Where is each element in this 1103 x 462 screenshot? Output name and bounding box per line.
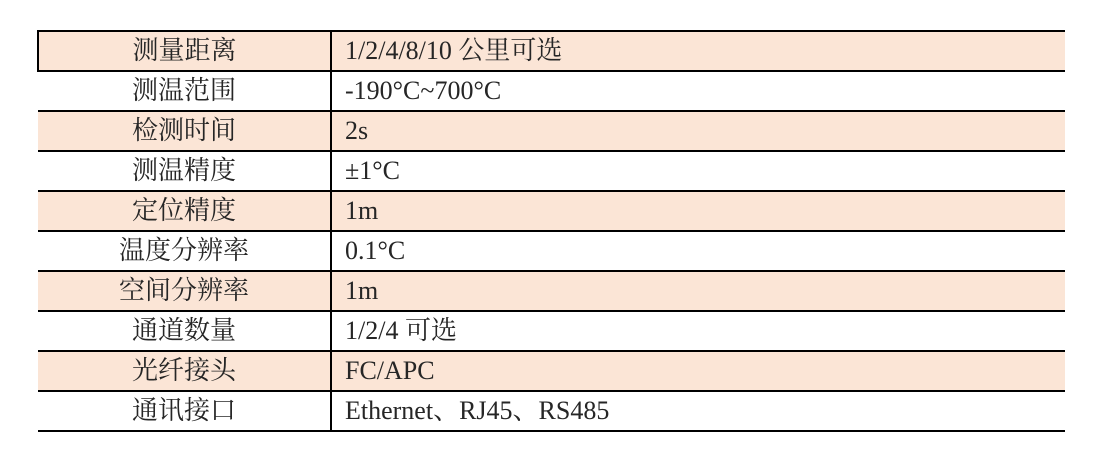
spec-label: 定位精度 [38,191,331,231]
spec-label: 通道数量 [38,311,331,351]
table-row [38,151,1065,191]
spec-value: ±1°C [331,151,1065,191]
spec-label: 通讯接口 [38,391,331,431]
spec-table-body [38,31,1065,431]
spec-table [37,30,1065,432]
table-row [38,231,1065,271]
spec-label: 光纤接头 [38,351,331,391]
spec-label: 空间分辨率 [38,271,331,311]
table-row [38,351,1065,391]
table-row [38,31,1065,71]
spec-value: 1m [331,191,1065,231]
table-row [38,71,1065,111]
spec-value: 0.1°C [331,231,1065,271]
spec-label: 检测时间 [38,111,331,151]
spec-value: -190°C~700°C [331,71,1065,111]
table-row [38,391,1065,431]
spec-value: Ethernet、RJ45、RS485 [331,391,1065,431]
spec-value: 1/2/4 可选 [331,311,1065,351]
spec-label: 测量距离 [38,31,331,71]
spec-label: 测温精度 [38,151,331,191]
spec-label: 温度分辨率 [38,231,331,271]
spec-value: 1/2/4/8/10 公里可选 [331,31,1065,71]
table-row [38,271,1065,311]
spec-value: FC/APC [331,351,1065,391]
spec-label: 测温范围 [38,71,331,111]
spec-value: 1m [331,271,1065,311]
spec-value: 2s [331,111,1065,151]
table-row [38,191,1065,231]
table-row [38,111,1065,151]
table-row [38,311,1065,351]
